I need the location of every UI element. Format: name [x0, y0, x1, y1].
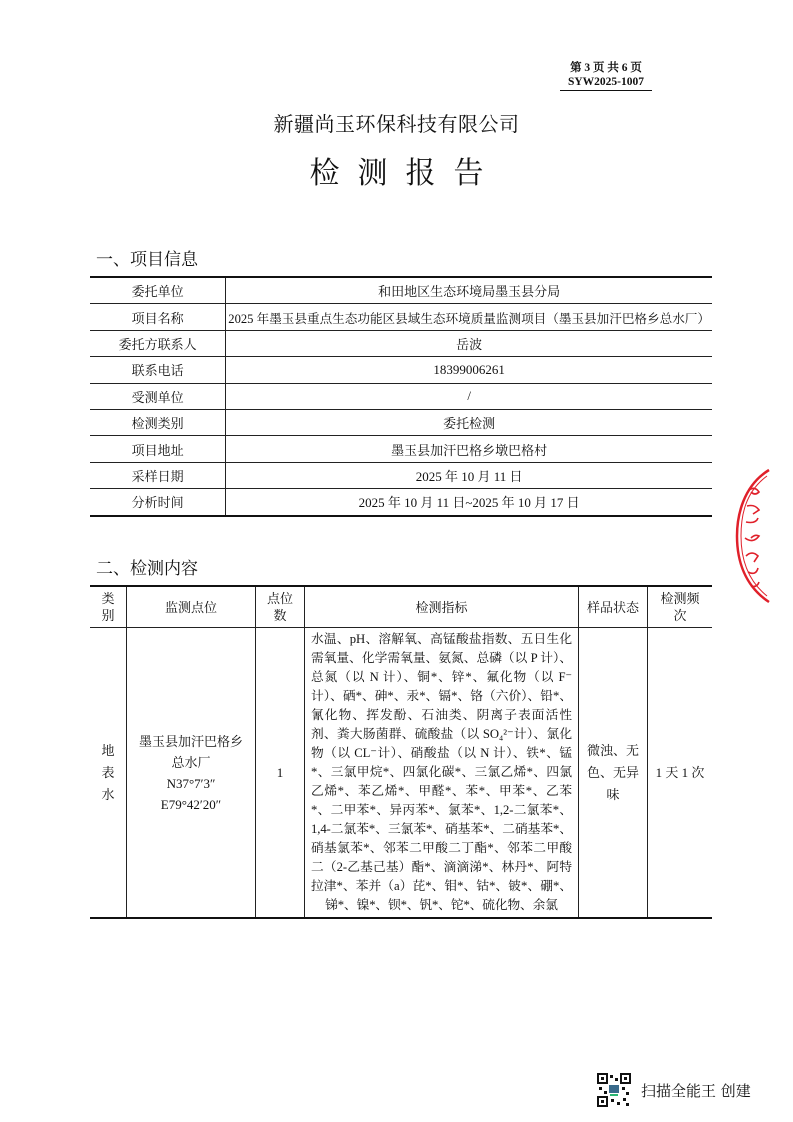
company-name: 新疆尚玉环保科技有限公司 [273, 112, 520, 136]
info-value: 委托检测 [226, 409, 712, 435]
info-value: / [226, 383, 712, 409]
info-label: 受测单位 [90, 383, 226, 409]
page-number-block [560, 61, 652, 91]
report-title: 检测报告 [309, 156, 502, 191]
report-code: SYW2025-1007 [560, 75, 652, 91]
info-value: 岳波 [226, 330, 712, 356]
site-name: 墨玉县加汗巴格乡总水厂 [138, 733, 243, 770]
table-row [90, 383, 712, 409]
table-header-row [90, 586, 712, 628]
header-frequency: 检测频 次 [648, 586, 713, 628]
info-value: 2025 年 10 月 11 日~2025 年 10 月 17 日 [226, 489, 712, 516]
test-content-table [90, 585, 712, 919]
info-value: 2025 年墨玉县重点生态功能区县域生态环境质量监测项目（墨玉县加汗巴格乡总水厂） [226, 304, 712, 330]
header-sample-state: 样品状态 [579, 586, 648, 628]
section-heading-project-info: 一、项目信息 [96, 250, 198, 270]
info-label: 联系电话 [90, 357, 226, 383]
scanner-label: 扫描全能王 创建 [641, 1081, 751, 1100]
info-label: 检测类别 [90, 409, 226, 435]
header-indicators: 检测指标 [305, 586, 579, 628]
frequency-cell: 1 天 1 次 [648, 628, 713, 919]
table-row [90, 277, 712, 304]
table-row [90, 489, 712, 516]
table-row [90, 304, 712, 330]
section-heading-test-content: 二、检测内容 [96, 559, 198, 579]
header-category: 类 别 [90, 586, 127, 628]
site-latitude: N37°7′3″ [166, 775, 216, 791]
info-label: 采样日期 [90, 462, 226, 488]
table-row [90, 357, 712, 383]
info-label: 委托方联系人 [90, 330, 226, 356]
project-info-table [90, 276, 712, 517]
table-row [90, 462, 712, 488]
category-cell: 地 表 水 [90, 628, 127, 919]
scanner-watermark [597, 1073, 751, 1107]
info-label: 分析时间 [90, 489, 226, 516]
table-row [90, 330, 712, 356]
header-site: 监测点位 [127, 586, 256, 628]
sample-state-cell: 微浊、无色、无异味 [579, 628, 648, 919]
info-label: 委托单位 [90, 277, 226, 304]
red-seal-stamp [733, 466, 773, 606]
info-label: 项目地址 [90, 436, 226, 462]
table-row [90, 409, 712, 435]
info-value: 和田地区生态环境局墨玉县分局 [226, 277, 712, 304]
site-longitude: E79°42′20″ [160, 796, 222, 812]
info-value: 2025 年 10 月 11 日 [226, 462, 712, 488]
indicators-cell: 水温、pH、溶解氧、高锰酸盐指数、五日生化需氧量、化学需氧量、氨氮、总磷（以 P 计）、总氮（以 N 计）、铜*、锌*、氟化物（以 F⁻计）、硒*、砷*、汞*、镉*、铬（六价）、铅*、氰化物、挥发酚、石油类、阴离子表面活性剂、粪大肠菌群、硫酸盐（以 SO₄²⁻计）、氯化物（以 CL⁻计）、硝酸盐（以 N 计）、铁*、锰*、三氯甲烷*、四氯化碳*、三氯乙烯*、四氯乙烯*、苯乙烯*、甲醛*、苯*、甲苯*、乙苯*、二甲苯*、异丙苯*、氯苯*、1,2-二氯苯*、1,4-二氯苯*、三氯苯*、硝基苯*、二硝基苯*、硝基氯苯*、邻苯二甲酸二丁酯*、邻苯二甲酸二（2-乙基己基）酯*、滴滴涕*、林丹*、阿特拉津*、苯并（a）芘*、钼*、钴*、铍*、硼*、锑*、镍*、钡*、钒*、铊*、硫化物、余氯 [305, 628, 579, 919]
count-cell: 1 [256, 628, 305, 919]
page-indicator: 第 3 页 共 6 页 [570, 62, 642, 74]
table-row [90, 628, 712, 919]
info-value: 墨玉县加汗巴格乡墩巴格村 [226, 436, 712, 462]
info-value: 18399006261 [226, 357, 712, 383]
qr-code-icon [597, 1073, 631, 1107]
table-row [90, 436, 712, 462]
header-count: 点位 数 [256, 586, 305, 628]
site-cell [127, 628, 256, 919]
info-label: 项目名称 [90, 304, 226, 330]
